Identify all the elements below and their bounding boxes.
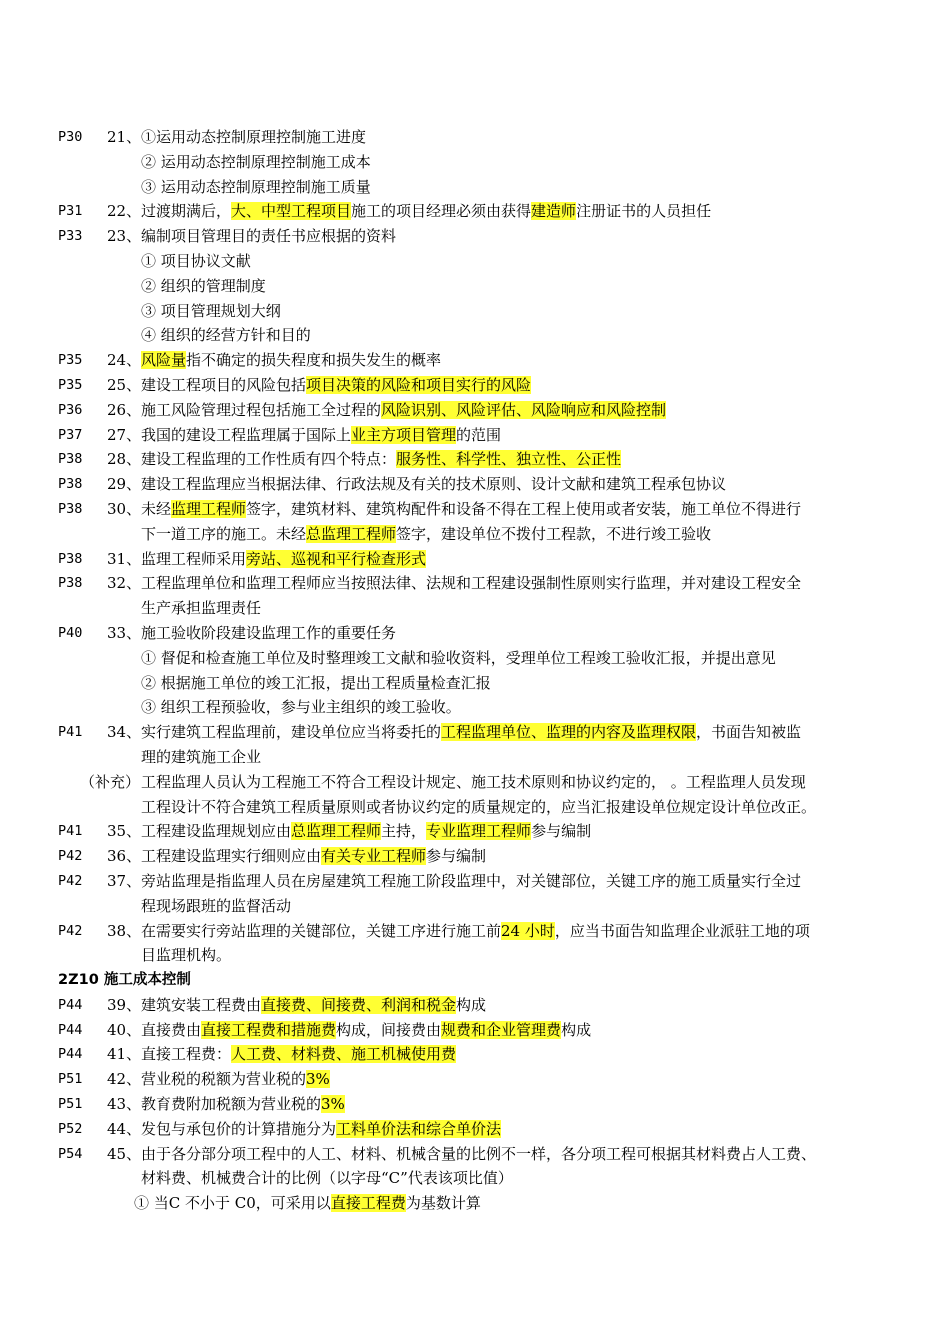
document-line [0,1092,950,1117]
text-segment: 目监理机构。 [141,946,232,965]
text-segment: 材料费、机械费合计的比例（以字母“C”代表该项比值） [141,1169,513,1188]
line-text [141,373,531,398]
line-text [141,745,261,770]
highlighted-text: 24 小时 [501,921,555,940]
text-segment: 编制项目管理目的责任书应根据的资料 [141,227,397,246]
line-text [141,224,396,249]
highlighted-text: 3% [321,1095,345,1114]
text-segment: ① 督促和检查施工单位及时整理竣工文献和验收资料，受理单位工程竣工验收汇报，并提出意见 [141,648,776,667]
page-reference: P40 [58,624,83,641]
highlighted-text: 建造师 [531,202,577,221]
document-line [0,621,950,646]
item-number: 29、 [107,475,142,494]
page-reference: P51 [58,1071,83,1088]
line-text [141,869,801,894]
page-reference: P38 [58,500,83,517]
text-segment: ① 当C 不小于 C0，可采用以 [134,1194,331,1213]
text-segment: 教育费附加税额为营业税的 [141,1095,322,1114]
item-number: 37、 [107,871,142,890]
item-number: 34、 [107,723,142,742]
text-segment: 参与编制 [531,822,592,841]
highlighted-text: 监理工程师 [171,499,247,518]
text-segment: 的范围 [456,425,502,444]
line-text [141,695,461,720]
document-line [0,249,950,274]
document-line [0,819,950,844]
text-segment: 程现场跟班的监督活动 [141,896,292,915]
page-reference: P35 [58,352,83,369]
text-segment: 构成 [456,995,487,1014]
page-reference: P42 [58,848,83,865]
line-text [141,1092,345,1117]
document-line [0,844,950,869]
line-text [141,175,371,200]
highlighted-text: 3% [306,1070,330,1089]
supplement-label: （补充） [80,772,141,791]
page-reference: P37 [58,426,83,443]
line-text [141,1018,591,1043]
line-text [141,249,251,274]
page-reference: P30 [58,129,83,145]
line-text [141,596,261,621]
line-text [141,671,491,696]
text-segment: 为基数计算 [405,1194,481,1213]
line-text [141,299,281,324]
page-reference: P31 [58,203,83,220]
item-number: 41、 [107,1045,142,1064]
item-number: 28、 [107,450,142,469]
highlighted-text: 旁站、巡视和平行检查形式 [246,549,427,568]
highlighted-text: 直接工程费 [330,1194,406,1213]
text-segment: 旁站监理是指监理人员在房屋建筑工程施工阶段监理中，对关键部位，关键工序的施工质量实行全过 [141,871,802,890]
document-line [0,869,950,894]
line-text [141,547,426,572]
item-number: 40、 [107,1020,142,1039]
item-number: 44、 [107,1119,142,1138]
item-number: 38、 [107,921,142,940]
document-line [0,348,950,373]
line-text [141,150,371,175]
line-text [141,819,591,844]
document-line [0,1018,950,1043]
document-line [0,919,950,944]
text-segment: 工程建设监理实行细则应由 [141,847,322,866]
page-reference: P42 [58,872,83,889]
section-heading-text: 2Z10 施工成本控制 [58,972,191,989]
document-line [0,993,950,1018]
text-segment: ①运用动态控制原理控制施工进度 [141,128,367,146]
text-segment: 实行建筑工程监理前，建设单位应当将委托的 [141,723,442,742]
document-line [0,150,950,175]
page-reference: P42 [58,922,83,939]
item-number: 22、 [107,202,142,221]
text-segment: 建设工程监理应当根据法律、行政法规及有关的技术原则、设计文献和建筑工程承包协议 [141,475,727,494]
line-text [141,646,776,671]
page-reference: P41 [58,724,83,741]
document-line [0,1191,950,1216]
line-text [141,621,396,646]
line-text [141,522,711,547]
page-reference: P35 [58,376,83,393]
text-segment: ④ 组织的经营方针和目的 [141,326,311,345]
line-text [141,720,801,745]
text-segment: ，书面告知被监 [696,723,802,742]
highlighted-text: 服务性、科学性、独立性、公正性 [396,450,622,469]
document-line [0,695,950,720]
line-text [141,943,231,968]
highlighted-text: 总监理工程师 [291,822,382,841]
text-segment: 直接费由 [141,1020,202,1039]
text-segment: ② 根据施工单位的竣工汇报，提出工程质量检查汇报 [141,673,491,692]
line-text [141,274,266,299]
document-line [0,125,950,150]
line-text [141,199,711,224]
line-text [141,447,621,472]
text-segment: ② 组织的管理制度 [141,276,266,295]
text-segment: ① 项目协议文献 [141,251,251,270]
line-text [141,993,486,1018]
text-segment: 工程监理单位和监理工程师应当按照法律、法规和工程建设强制性原则实行监理，并对建设工程安全 [141,574,802,593]
page-reference: P54 [58,1145,83,1162]
page-reference: P51 [58,1096,83,1113]
text-segment: 建设工程监理的工作性质有四个特点： [141,450,397,469]
item-number: 23、 [107,227,142,246]
item-number: 32、 [107,574,142,593]
text-segment: 签字，建筑材料、建筑构配件和设备不得在工程上使用或者安装，施工单位不得进行 [246,499,802,518]
line-text [141,1166,513,1191]
item-number: 33、 [107,623,142,642]
item-number: 36、 [107,847,142,866]
line-text [141,1067,330,1092]
text-segment: 由于各分部分项工程中的人工、材料、机械含量的比例不一样，各分项工程可根据其材料费占人工费、 [141,1144,817,1163]
line-text [134,1191,481,1216]
text-segment: 在需要实行旁站监理的关键部位，关键工序进行施工前 [141,921,502,940]
page-reference: P33 [58,228,83,245]
document-line [0,199,950,224]
line-text [141,919,810,944]
text-segment: 工程设计不符合建筑工程质量原则或者协议约定的质量规定的，应当汇报建设单位规定设计单位改正。 [141,797,817,816]
document-line [0,398,950,423]
document-line [0,274,950,299]
highlighted-text: 人工费、材料费、施工机械使用费 [231,1045,457,1064]
line-text [141,795,816,820]
line-text [141,770,806,795]
highlighted-text: 直接费、间接费、利润和税金 [261,995,457,1014]
page-reference: P36 [58,401,83,418]
text-segment: 直接工程费： [141,1045,232,1064]
document-line [0,224,950,249]
highlighted-text: 有关专业工程师 [321,847,427,866]
text-segment: 未经 [141,499,172,518]
document-line [0,472,950,497]
text-segment: 建设工程项目的风险包括 [141,375,307,394]
page-reference: P38 [58,550,83,567]
text-segment: 理的建筑施工企业 [141,747,262,766]
text-segment: 施工风险管理过程包括施工全过程的 [141,400,382,419]
text-segment: 构成，间接费由 [336,1020,442,1039]
page-reference: P44 [58,1021,83,1038]
text-segment: 发包与承包价的计算措施分为 [141,1119,337,1138]
page-reference: P38 [58,451,83,468]
document-line [0,745,950,770]
item-number: 24、 [107,351,142,370]
document-line [0,1166,950,1191]
line-text [141,1142,816,1167]
text-segment: 签字，建设单位不拨付工程款，不进行竣工验收 [396,524,712,543]
line-text [141,894,291,919]
document-line [0,571,950,596]
section-heading [0,968,950,993]
highlighted-text: 风险量 [141,351,187,370]
highlighted-text: 专业监理工程师 [426,822,532,841]
page-reference: P38 [58,575,83,592]
text-segment: ③ 项目管理规划大纲 [141,301,281,320]
line-text [141,497,801,522]
text-segment: 营业税的税额为营业税的 [141,1070,307,1089]
document-line [0,1067,950,1092]
line-text [141,125,366,150]
document-line [0,720,950,745]
text-segment: 工程建设监理规划应由 [141,822,292,841]
page-reference: P44 [58,996,83,1013]
line-text [141,1042,456,1067]
line-text [141,844,486,869]
line-text [141,1117,501,1142]
text-segment: 生产承担监理责任 [141,599,262,618]
line-text [141,398,666,423]
line-text [141,472,726,497]
item-number: 43、 [107,1095,142,1114]
document-line [0,1042,950,1067]
highlighted-text: 工料单价法和综合单价法 [336,1119,502,1138]
page-reference: P41 [58,823,83,840]
text-segment: ② 运用动态控制原理控制施工成本 [141,152,371,171]
highlighted-text: 工程监理单位、监理的内容及监理权限 [441,723,697,742]
highlighted-text: 规费和企业管理费 [441,1020,562,1039]
page-reference: P38 [58,476,83,493]
document-line [0,770,950,795]
item-number: 30、 [107,499,142,518]
document-line [0,323,950,348]
document-line [0,671,950,696]
item-number: 27、 [107,425,142,444]
document-line [0,547,950,572]
line-text [141,348,441,373]
line-text [141,323,311,348]
text-segment: 指不确定的损失程度和损失发生的概率 [186,351,442,370]
document-body [0,125,950,1216]
document-line [0,596,950,621]
text-segment: 施工验收阶段建设监理工作的重要任务 [141,623,397,642]
highlighted-text: 总监理工程师 [306,524,397,543]
text-segment: 注册证书的人员担任 [576,202,712,221]
document-line [0,522,950,547]
item-number: 42、 [107,1070,142,1089]
line-text [141,423,501,448]
text-segment: 主持， [381,822,427,841]
item-number: 21、 [107,128,142,146]
document-line [0,943,950,968]
text-segment: 构成 [561,1020,592,1039]
text-segment: ③ 运用动态控制原理控制施工质量 [141,177,371,196]
line-text [141,571,801,596]
document-line [0,795,950,820]
document-line [0,423,950,448]
document-line [0,497,950,522]
text-segment: 我国的建设工程监理属于国际上 [141,425,352,444]
item-number: 26、 [107,400,142,419]
document-line [0,646,950,671]
document-line [0,175,950,200]
document-line [0,447,950,472]
item-number: 35、 [107,822,142,841]
document-line [0,1117,950,1142]
text-segment: 工程监理人员认为工程施工不符合工程设计规定、施工技术原则和协议约定的， 。工程监理人员发现 [141,772,806,791]
document-line [0,894,950,919]
item-number: 31、 [107,549,142,568]
text-segment: 建筑安装工程费由 [141,995,262,1014]
document-line [0,299,950,324]
text-segment: 监理工程师采用 [141,549,247,568]
item-number: 25、 [107,375,142,394]
highlighted-text: 大、中型工程项目 [231,202,352,221]
document-line [0,373,950,398]
page-reference: P44 [58,1046,83,1063]
page-reference: P52 [58,1120,83,1137]
text-segment: 施工的项目经理必须由获得 [351,202,532,221]
text-segment: 参与编制 [426,847,487,866]
text-segment: ，应当书面告知监理企业派驻工地的项 [554,921,810,940]
highlighted-text: 项目决策的风险和项目实行的风险 [306,375,532,394]
document-line [0,1142,950,1167]
highlighted-text: 风险识别、风险评估、风险响应和风险控制 [381,400,667,419]
item-number: 45、 [107,1144,142,1163]
highlighted-text: 业主方项目管理 [351,425,457,444]
item-number: 39、 [107,995,142,1014]
text-segment: 下一道工序的施工。未经 [141,524,307,543]
text-segment: ③ 组织工程预验收，参与业主组织的竣工验收。 [141,698,461,717]
highlighted-text: 直接工程费和措施费 [201,1020,337,1039]
text-segment: 过渡期满后， [141,202,232,221]
